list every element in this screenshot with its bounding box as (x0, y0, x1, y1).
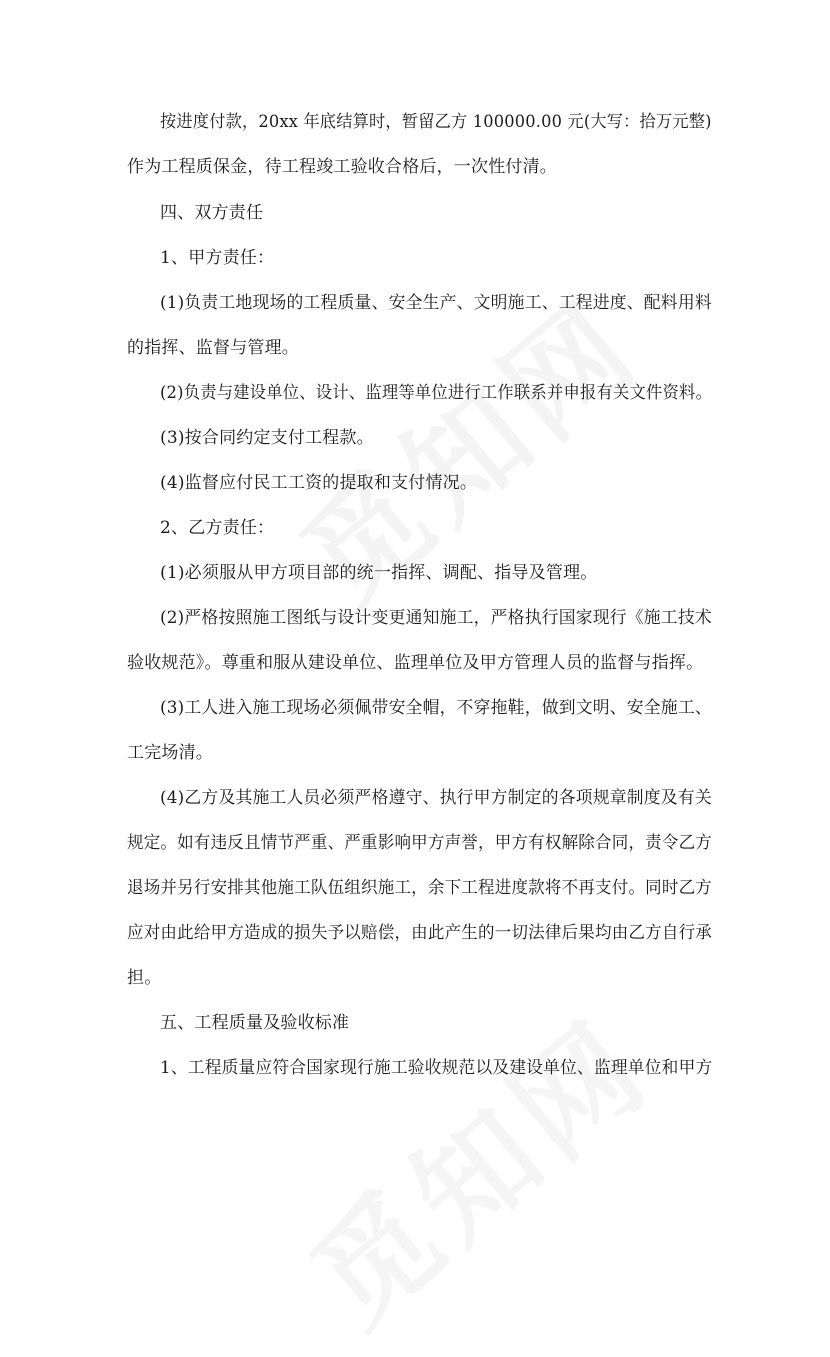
section-heading: 五、工程质量及验收标准 (160, 1013, 350, 1033)
paragraph-line: (4)监督应付民工工资的提取和支付情况。 (160, 473, 478, 493)
paragraph-line: (1)必须服从甲方项目部的统一指挥、调配、指导及管理。 (160, 563, 598, 583)
paragraph-line: 按进度付款，20xx 年底结算时，暂留乙方 100000.00 元(大写：拾万元整) (160, 112, 712, 132)
paragraph-line: 的指挥、监督与管理。 (127, 338, 299, 358)
paragraph-line: 作为工程质保金，待工程竣工验收合格后，一次性付清。 (127, 157, 557, 177)
paragraph-line: (2)严格按照施工图纸与设计变更通知施工，严格执行国家现行《施工技术 (160, 608, 712, 628)
paragraph-line: 验收规范》。尊重和服从建设单位、监理单位及甲方管理人员的监督与指挥。 (127, 653, 704, 673)
paragraph-line: (3)工人进入施工现场必须佩带安全帽，不穿拖鞋，做到文明、安全施工、 (160, 698, 712, 718)
paragraph-line: 规定。如有违反且情节严重、严重影响甲方声誉，甲方有权解除合同，责令乙方 (127, 833, 713, 853)
paragraph-line: (4)乙方及其施工人员必须严格遵守、执行甲方制定的各项规章制度及有关 (160, 788, 712, 808)
paragraph-line: (1)负责工地现场的工程质量、安全生产、文明施工、工程进度、配料用料 (160, 293, 712, 313)
paragraph-line: 1、工程质量应符合国家现行施工验收规范以及建设单位、监理单位和甲方 (160, 1058, 713, 1078)
paragraph-line: 担。 (127, 968, 162, 988)
paragraph-line: 应对由此给甲方造成的损失予以赔偿，由此产生的一切法律后果均由乙方自行承 (127, 923, 713, 943)
subsection-heading: 1、甲方责任： (160, 248, 275, 268)
paragraph-line: (2)负责与建设单位、设计、监理等单位进行工作联系并申报有关文件资料。 (160, 383, 713, 403)
subsection-heading: 2、乙方责任： (160, 518, 275, 538)
paragraph-line: 退场并另行安排其他施工队伍组织施工，余下工程进度款将不再支付。同时乙方 (127, 878, 713, 898)
paragraph-line: 工完场清。 (127, 743, 213, 763)
section-heading: 四、双方责任 (160, 203, 264, 223)
paragraph-line: (3)按合同约定支付工程款。 (160, 428, 374, 448)
